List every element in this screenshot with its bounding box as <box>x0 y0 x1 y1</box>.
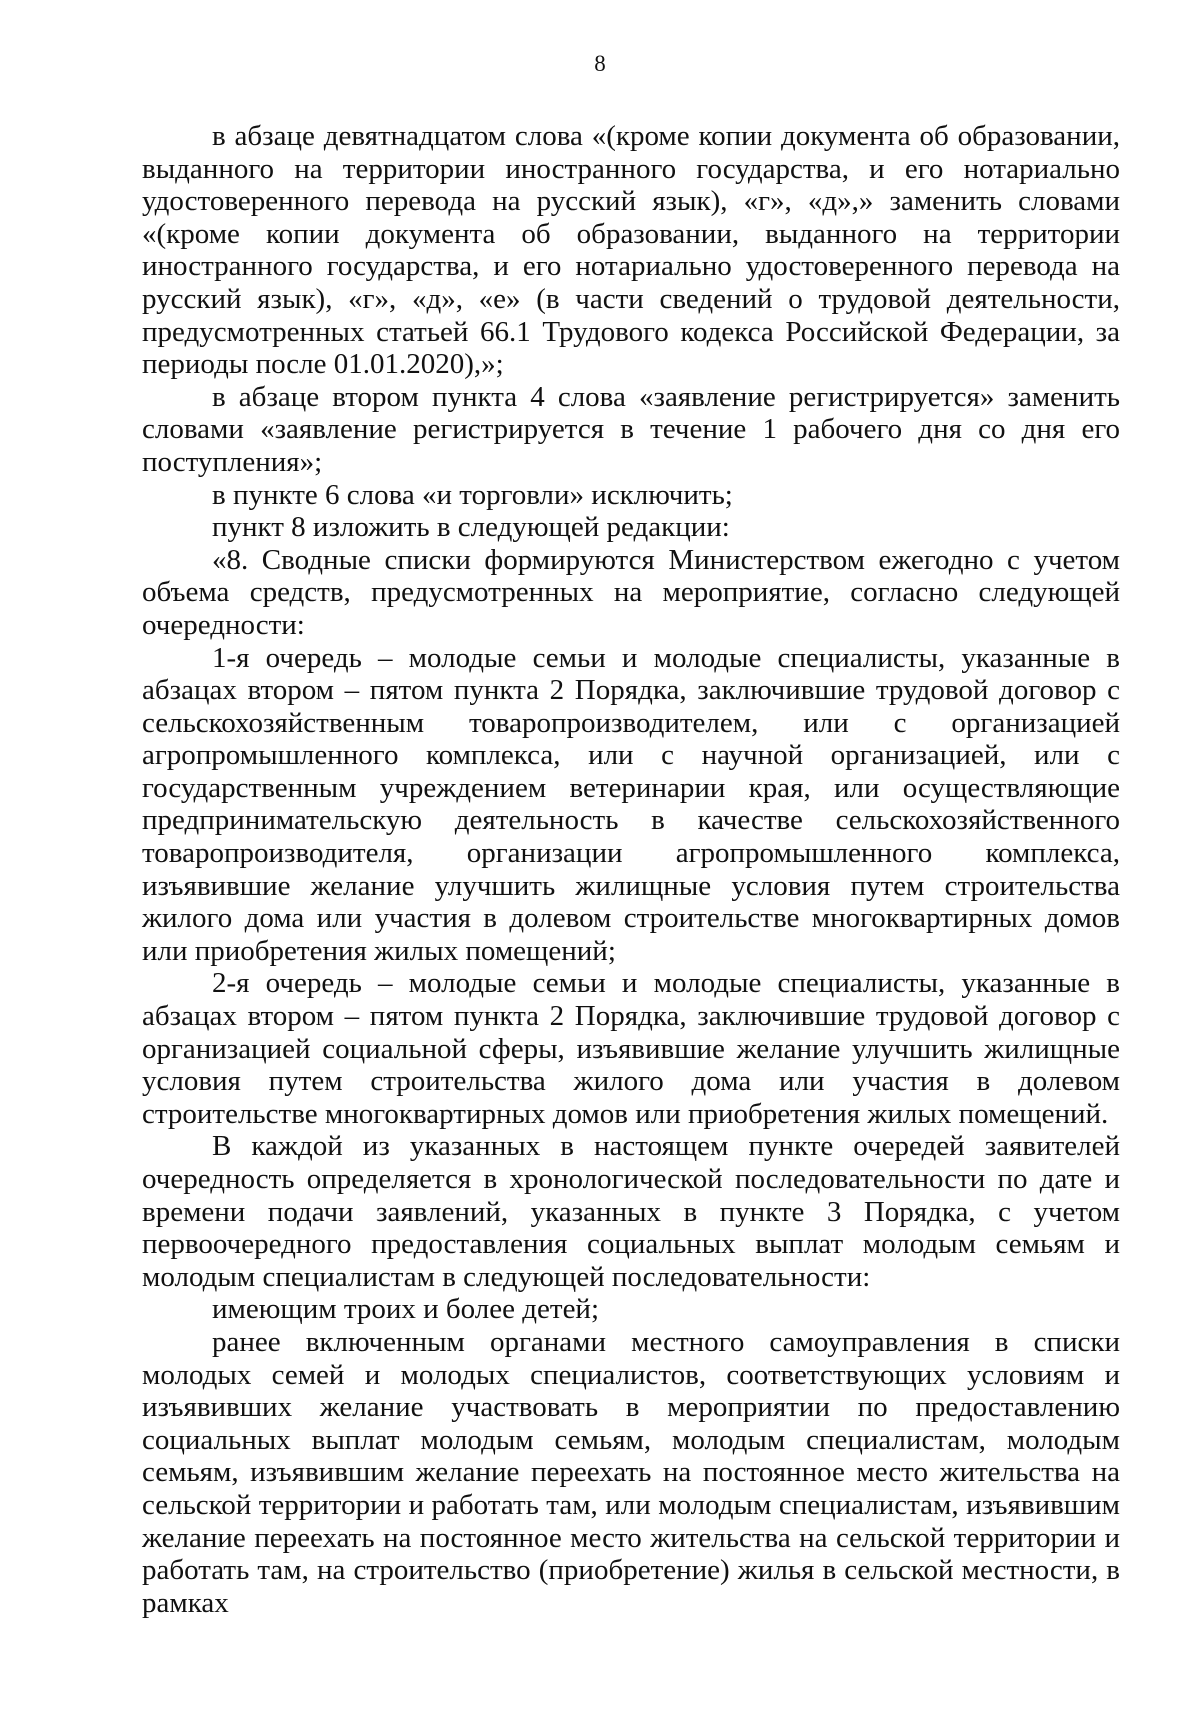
paragraph-previously-included: ранее включенным органами местного самоуправления в списки молодых семей и молодых специалистов, соответствующих условиям и изъявивших желание участвовать в мероприятии по предоставлению социальных выплат молодым семьям, молодым специалистам, молодым семьям, изъявившим желание переехать на постоянное место жительства на сельской территории и работать там, или молодым специалистам, изъявившим желание переехать на постоянное место жительства на сельской территории и работать там, на строительство (приобретение) жилья в сельской местности, в рамках <box>142 1325 1120 1619</box>
paragraph-second-queue: 2-я очередь – молодые семьи и молодые специалисты, указанные в абзацах втором – пятом пункта 2 Порядка, заключившие трудовой договор с организацией социальной сферы, изъявившие желание улучшить жилищные условия путем строительства жилого дома или участия в долевом строительстве многоквартирных домов или приобретения жилых помещений. <box>142 967 1120 1130</box>
paragraph-punkt-6: в пункте 6 слова «и торговли» исключить; <box>212 478 733 511</box>
paragraph-queue-order: В каждой из указанных в настоящем пункте очередей заявителей очередность определяется в хронологической последовательности по дате и времени подачи заявлений, указанных в пункте 3 Порядка, с учетом первоочередного предоставления социальных выплат молодым семьям и молодым специалистам в следующей последовательности: <box>142 1130 1120 1293</box>
paragraph-abzac-19: в абзаце девятнадцатом слова «(кроме копии документа об образовании, выданного на территории иностранного государства, и его нотариально удостоверенного перевода на русский язык), «г», «д»,» заменить словами «(кроме копии документа об образовании, выданного на территории иностранного государства, и его нотариально удостоверенного перевода на русский язык), «г», «д», «е» (в части сведений о трудовой деятельности, предусмотренных статьей 66.1 Трудового кодекса Российской Федерации, за периоды после 01.01.2020),»; <box>142 120 1120 381</box>
page-number: 8 <box>594 51 606 76</box>
paragraph-first-queue: 1-я очередь – молодые семьи и молодые специалисты, указанные в абзацах втором – пятом пункта 2 Порядка, заключившие трудовой договор с сельскохозяйственным товаропроизводителем, или с организацией агропромышленного комплекса, или с научной организацией, или с государственным учреждением ветеринарии края, или осуществляющие предпринимательскую деятельность в качестве сельскохозяйственного товаропроизводителя, организации агропромышленного комплекса, изъявившие желание улучшить жилищные условия путем строительства жилого дома или участия в долевом строительстве многоквартирных домов или приобретения жилых помещений; <box>142 641 1120 967</box>
paragraph-punkt-8-intro: пункт 8 изложить в следующей редакции: <box>212 511 730 544</box>
document-body <box>142 120 1120 1619</box>
paragraph-three-children: имеющим троих и более детей; <box>212 1293 600 1326</box>
paragraph-punkt-4: в абзаце втором пункта 4 слова «заявление регистрируется» заменить словами «заявление регистрируется в течение 1 рабочего дня со дня его поступления»; <box>142 380 1120 478</box>
paragraph-punkt-8-text: «8. Сводные списки формируются Министерством ежегодно с учетом объема средств, предусмотренных на мероприятие, согласно следующей очередности: <box>142 543 1120 641</box>
